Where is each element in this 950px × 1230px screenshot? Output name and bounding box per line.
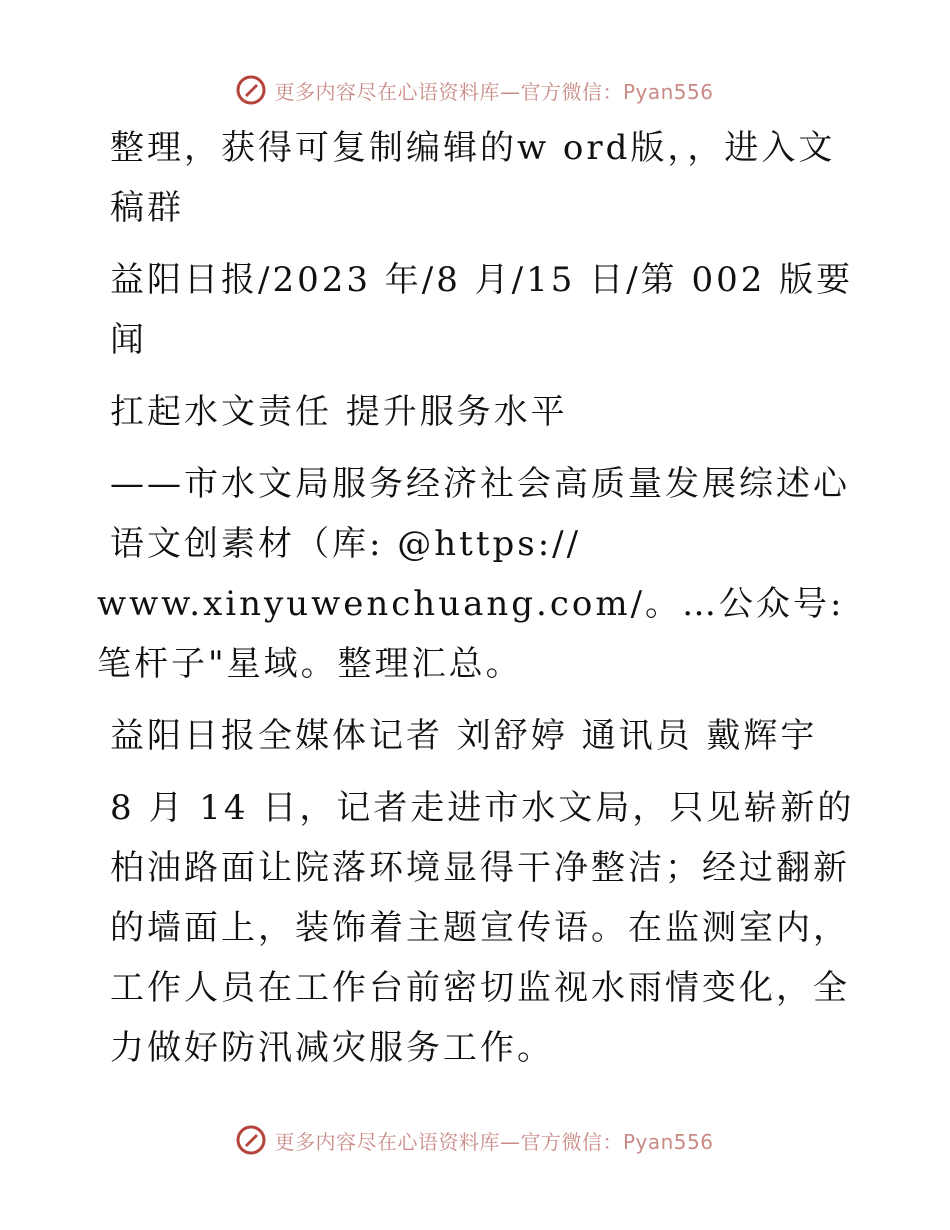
footer-watermark-text: 更多内容尽在心语资料库—官方微信：Pyan556 [274, 1129, 714, 1154]
intro-paragraph: 整理，获得可复制编辑的w ord版，，进入文稿群 [110, 128, 836, 228]
byline: 益阳日报全媒体记者 刘舒婷 通讯员 戴辉宇 [110, 716, 818, 756]
header-watermark-text: 更多内容尽在心语资料库—官方微信：Pyan556 [274, 79, 714, 104]
body-paragraph: 8 月 14 日，记者走进市水文局，只见崭新的柏油路面让院落环境显得干净整洁；经过翻新的墙面上，装饰着主题宣传语。在监测室内，工作人员在工作台前密切监视水雨情变化，全力做好防汛减灾服务工作。 [110, 788, 855, 1068]
brand-logo-icon [236, 75, 266, 105]
brand-logo-icon [236, 1125, 266, 1155]
source-line: www.xinyuwenchuang.com/。…公众号: 笔杆子"星域。整理汇总。 [97, 584, 845, 684]
publication-line: 益阳日报/2023 年/8 月/15 日/第 002 版要闻 [110, 260, 854, 360]
document-body [97, 118, 857, 1090]
header-watermark [0, 70, 950, 110]
article-title: 扛起水文责任 提升服务水平 [110, 392, 568, 432]
footer-watermark [0, 1120, 950, 1160]
article-subtitle: ——市水文局服务经济社会高质量发展综述心语文创素材（库: @https:// [110, 464, 850, 564]
